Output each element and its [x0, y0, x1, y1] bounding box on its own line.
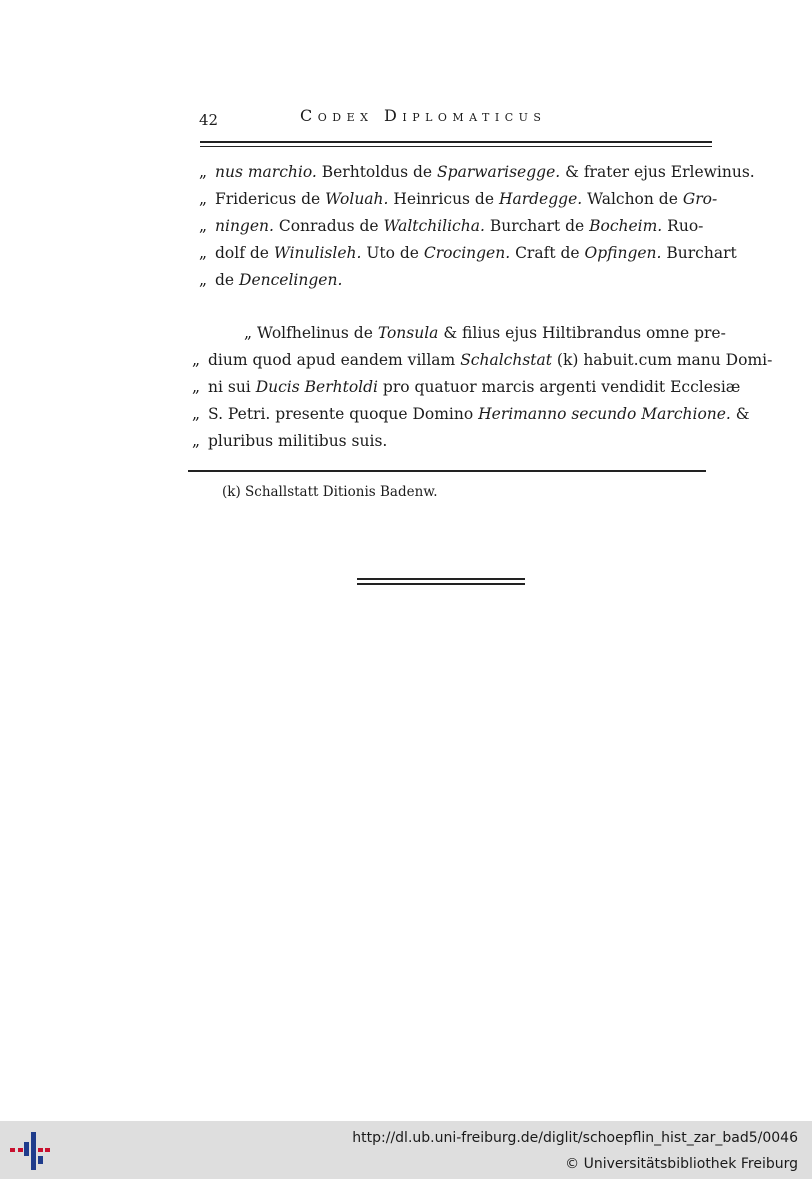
- text-line: „ ni sui Ducis Berhtoldi pro quatuor marcis argenti vendidit Ecclesiæ: [192, 378, 741, 396]
- end-ornament-rule: [357, 578, 525, 587]
- viewer-footer: [0, 1121, 812, 1179]
- text-line: „ ningen. Conradus de Waltchilicha. Burchart de Bocheim. Ruo-: [199, 217, 704, 235]
- page-number: 42: [199, 111, 219, 129]
- text-line: „ Fridericus de Woluah. Heinricus de Hardegge. Walchon de Gro-: [199, 190, 718, 208]
- header-double-rule: [200, 141, 712, 149]
- text-line: „ S. Petri. presente quoque Domino Herimanno secundo Marchione. &: [192, 405, 750, 423]
- footnote: [222, 484, 438, 500]
- copyright-text: © Universitätsbibliothek Freiburg: [565, 1156, 798, 1172]
- ub-freiburg-logo-icon: [10, 1130, 52, 1172]
- source-url-link[interactable]: http://dl.ub.uni-freiburg.de/diglit/schoepflin_hist_zar_bad5/0046: [352, 1130, 798, 1146]
- text-line: „ nus marchio. Berhtoldus de Sparwarisegge. & frater ejus Erlewinus.: [199, 163, 755, 181]
- running-title: Codex Diplomaticus: [300, 106, 547, 125]
- footnote-text: Schallstatt Ditionis Badenw.: [240, 484, 438, 500]
- text-line: „ dium quod apud eandem villam Schalchstat (k) habuit.cum manu Domi-: [192, 351, 773, 369]
- text-line: „ Wolfhelinus de Tonsula & filius ejus Hiltibrandus omne pre-: [244, 324, 726, 342]
- footnote-rule: [188, 470, 706, 472]
- text-line: „ dolf de Winulisleh. Uto de Crocingen. Craft de Opfingen. Burchart: [199, 244, 737, 262]
- footnote-marker: (k): [222, 484, 241, 500]
- text-line: „ pluribus militibus suis.: [192, 432, 388, 450]
- text-line: „ de Dencelingen.: [199, 271, 343, 289]
